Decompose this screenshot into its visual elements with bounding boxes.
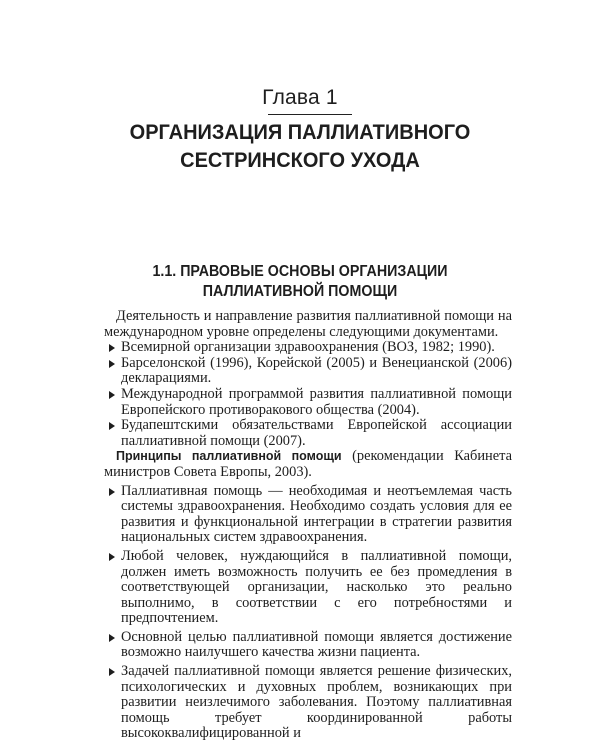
principles-list: [104, 484, 512, 743]
principles-paragraph: [104, 449, 512, 480]
triangle-bullet-icon: [109, 360, 115, 368]
list-item: Международной программой развития паллиативной помощи Европейского противоракового общества (2004).: [104, 387, 512, 418]
section-title: [24, 262, 576, 302]
chapter-title: [21, 118, 579, 174]
triangle-bullet-icon: [109, 553, 115, 561]
list-item: Всемирной организации здравоохранения (ВОЗ, 1982; 1990).: [104, 340, 512, 356]
list-item: Основной целью паллиативной помощи является достижение возможно наилучшего качества жизни пациента.: [104, 630, 512, 661]
chapter-title-line-2: СЕСТРИНСКОГО УХОДА: [180, 148, 420, 172]
triangle-bullet-icon: [109, 344, 115, 352]
documents-list: [104, 340, 512, 449]
principles-heading: Принципы паллиативной помощи: [116, 449, 342, 464]
list-item: Будапештскими обязательствами Европейской ассоциации паллиативной помощи (2007).: [104, 418, 512, 449]
triangle-bullet-icon: [109, 488, 115, 496]
intro-paragraph: Деятельность и направление развития паллиативной помощи на международном уровне определены следующими документами.: [104, 308, 512, 340]
list-item: Задачей паллиативной помощи является решение физических, психологических и духовных проблем, возникающих при развитии неизлечимого заболевания. Поэтому паллиативная помощь требует координированной работы высококвалифицированной и: [104, 664, 512, 742]
section-title-line-1: 1.1. ПРАВОВЫЕ ОСНОВЫ ОРГАНИЗАЦИИ: [152, 263, 448, 280]
list-item: Паллиативная помощь — необходимая и неотъемлемая часть системы здравоохранения. Необходимо создать условия для ее развития и функциональной интеграции в стратегии развития национальных систем здравоохранения.: [104, 484, 512, 546]
triangle-bullet-icon: [109, 668, 115, 676]
triangle-bullet-icon: [109, 391, 115, 399]
list-item: Барселонской (1996), Корейской (2005) и Венецианской (2006) декларациями.: [104, 356, 512, 387]
chapter-title-line-1: ОРГАНИЗАЦИЯ ПАЛЛИАТИВНОГО: [129, 120, 471, 144]
triangle-bullet-icon: [109, 634, 115, 642]
chapter-label: Глава 1: [262, 86, 338, 109]
chapter-divider: [268, 114, 352, 115]
triangle-bullet-icon: [109, 422, 115, 430]
body-text: [104, 309, 512, 742]
section-title-line-2: ПАЛЛИАТИВНОЙ ПОМОЩИ: [202, 283, 398, 300]
principles-source: (рекомендации Кабинета министров Совета Европы, 2003).: [104, 448, 512, 480]
list-item: Любой человек, нуждающийся в паллиативной помощи, должен иметь возможность получить ее без промедления в соответствующей организации, насколько это реально выполнимо, в соответствии с его потребностями и предпочтением.: [104, 549, 512, 627]
